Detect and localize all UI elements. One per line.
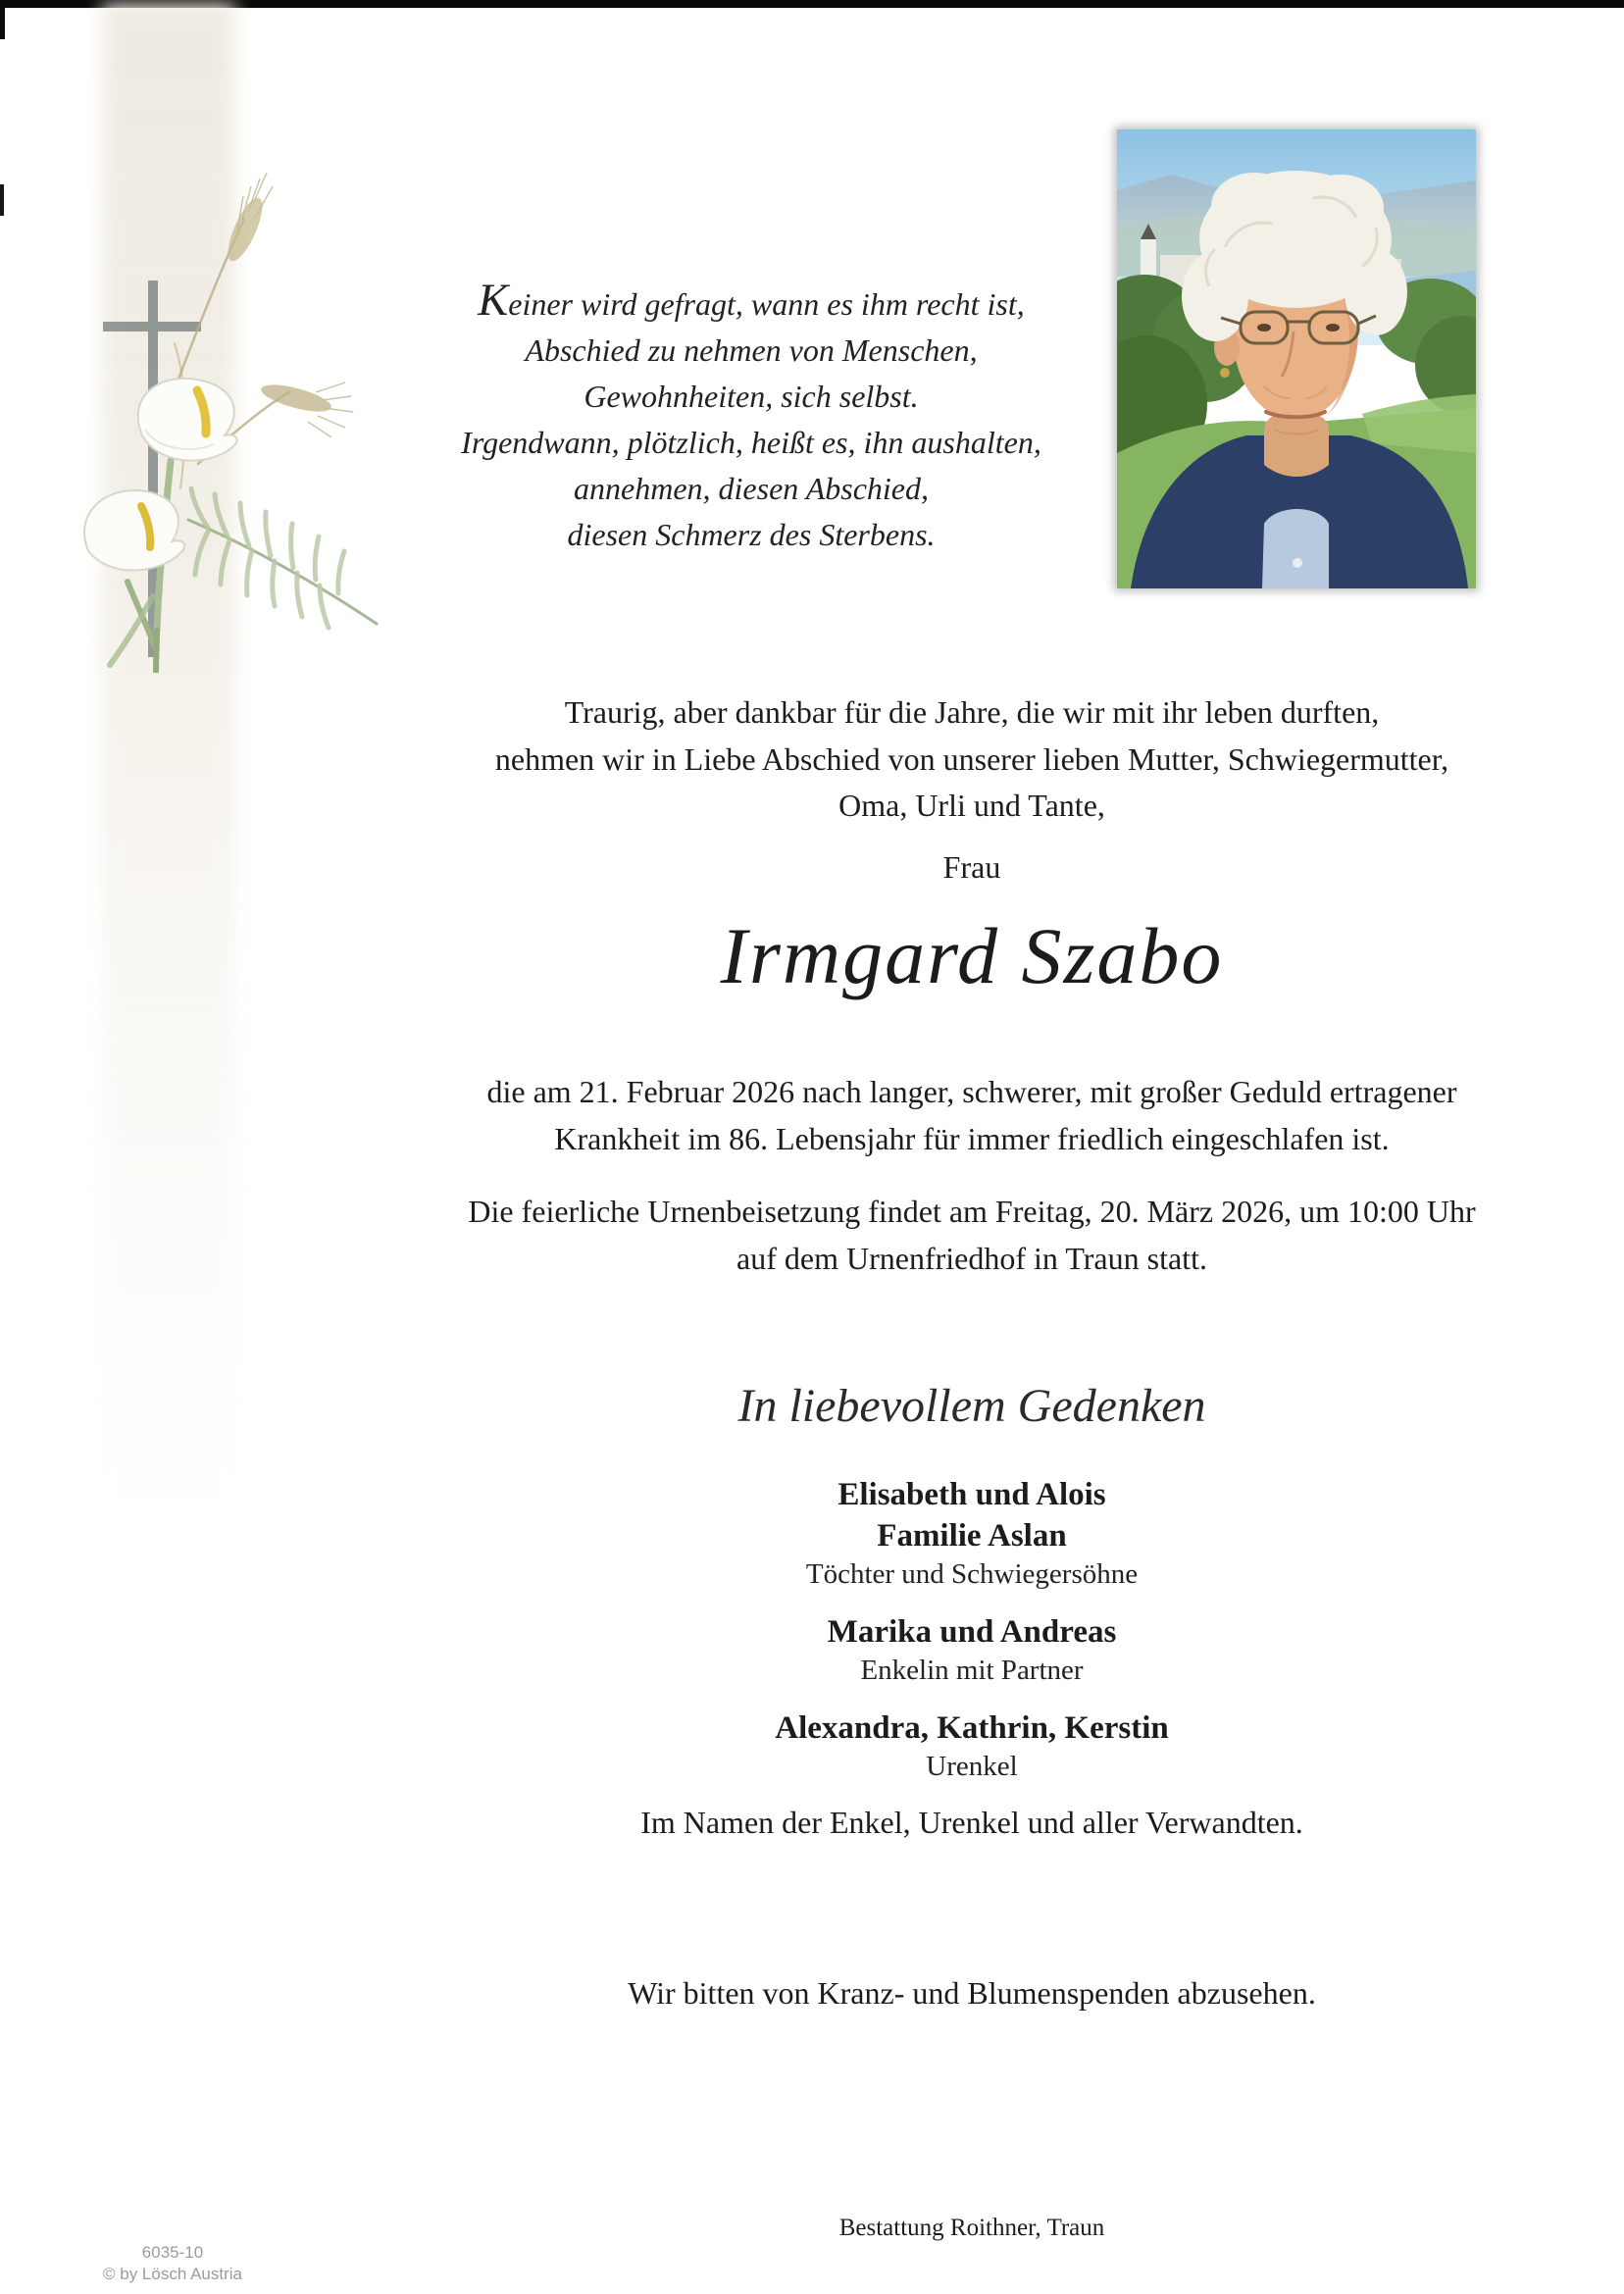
mourner-group — [420, 1611, 1524, 1688]
poem — [430, 278, 1073, 558]
photo-neck — [1264, 411, 1329, 478]
print-copyright: © by Lösch Austria — [103, 2265, 242, 2283]
scan-edge-left — [0, 6, 5, 39]
mourner-relation: Urenkel — [926, 1751, 1018, 1782]
mourner-group — [420, 1708, 1524, 1784]
closing-line: Im Namen der Enkel, Urenkel und aller Verwandten. — [640, 1805, 1303, 1840]
deceased-name: Irmgard Szabo — [720, 911, 1224, 1000]
photo-collar — [1262, 509, 1329, 588]
death-notice — [420, 1069, 1524, 1162]
wheat-ear-top — [222, 173, 273, 265]
death-notice-line: Krankheit im 86. Lebensjahr für immer friedlich eingeschlafen ist. — [554, 1120, 1390, 1156]
ceremony-line: auf dem Urnenfriedhof in Traun statt. — [736, 1240, 1207, 1276]
funeral-home: Bestattung Roithner, Traun — [838, 2215, 1105, 2241]
mourner-relation: Töchter und Schwiegersöhne — [805, 1558, 1139, 1590]
calla-lily-lower — [79, 484, 187, 577]
ceremony-info — [420, 1189, 1524, 1282]
salutation: Frau — [942, 849, 1001, 885]
donation-request: Wir bitten von Kranz- und Blumenspenden abzusehen. — [628, 1975, 1316, 2011]
memorial-heading: In liebevollem Gedenken — [737, 1380, 1206, 1432]
poem-line: Keiner wird gefragt, wann es ihm recht ist, — [478, 276, 1025, 326]
print-code-number: 6035-10 — [141, 2243, 204, 2262]
photo-earring — [1220, 368, 1230, 378]
wheat-ear-right — [259, 380, 353, 437]
portrait-photo — [1117, 129, 1476, 588]
poem-line: Abschied zu nehmen von Menschen, — [525, 332, 978, 368]
mourner-group — [420, 1474, 1524, 1592]
poem-line: diesen Schmerz des Sterbens. — [567, 517, 936, 552]
intro-paragraph — [420, 689, 1524, 830]
print-code — [55, 2242, 290, 2285]
photo-eye-left — [1257, 324, 1271, 331]
scan-edge-left-2 — [0, 184, 4, 216]
mourners-list — [420, 1474, 1524, 1804]
poem-line: annehmen, diesen Abschied, — [574, 471, 929, 506]
intro-line: Traurig, aber dankbar für die Jahre, die wir mit ihr leben durften, — [564, 694, 1380, 730]
poem-line: Irgendwann, plötzlich, heißt es, ihn aushalten, — [461, 425, 1041, 460]
scan-edge-top — [0, 0, 1624, 8]
ceremony-line: Die feierliche Urnenbeisetzung findet am Freitag, 20. März 2026, um 10:00 Uhr — [468, 1194, 1476, 1229]
photo-eye-right — [1326, 324, 1340, 331]
mourner-names: Alexandra, Kathrin, Kerstin — [775, 1710, 1169, 1746]
poem-line: Gewohnheiten, sich selbst. — [584, 379, 919, 414]
death-notice-line: die am 21. Februar 2026 nach langer, schwerer, mit großer Geduld ertragener — [486, 1074, 1457, 1109]
mourner-names: Elisabeth und Alois — [837, 1477, 1106, 1512]
intro-line: Oma, Urli und Tante, — [838, 788, 1105, 823]
mourner-relation: Enkelin mit Partner — [860, 1655, 1084, 1686]
calla-lily-upper — [138, 379, 237, 461]
intro-line: nehmen wir in Liebe Abschied von unserer lieben Mutter, Schwiegermutter, — [494, 740, 1449, 777]
mourner-names: Familie Aslan — [877, 1518, 1067, 1554]
cross-lily-artwork — [51, 135, 416, 673]
mourner-names: Marika und Andreas — [827, 1614, 1117, 1650]
